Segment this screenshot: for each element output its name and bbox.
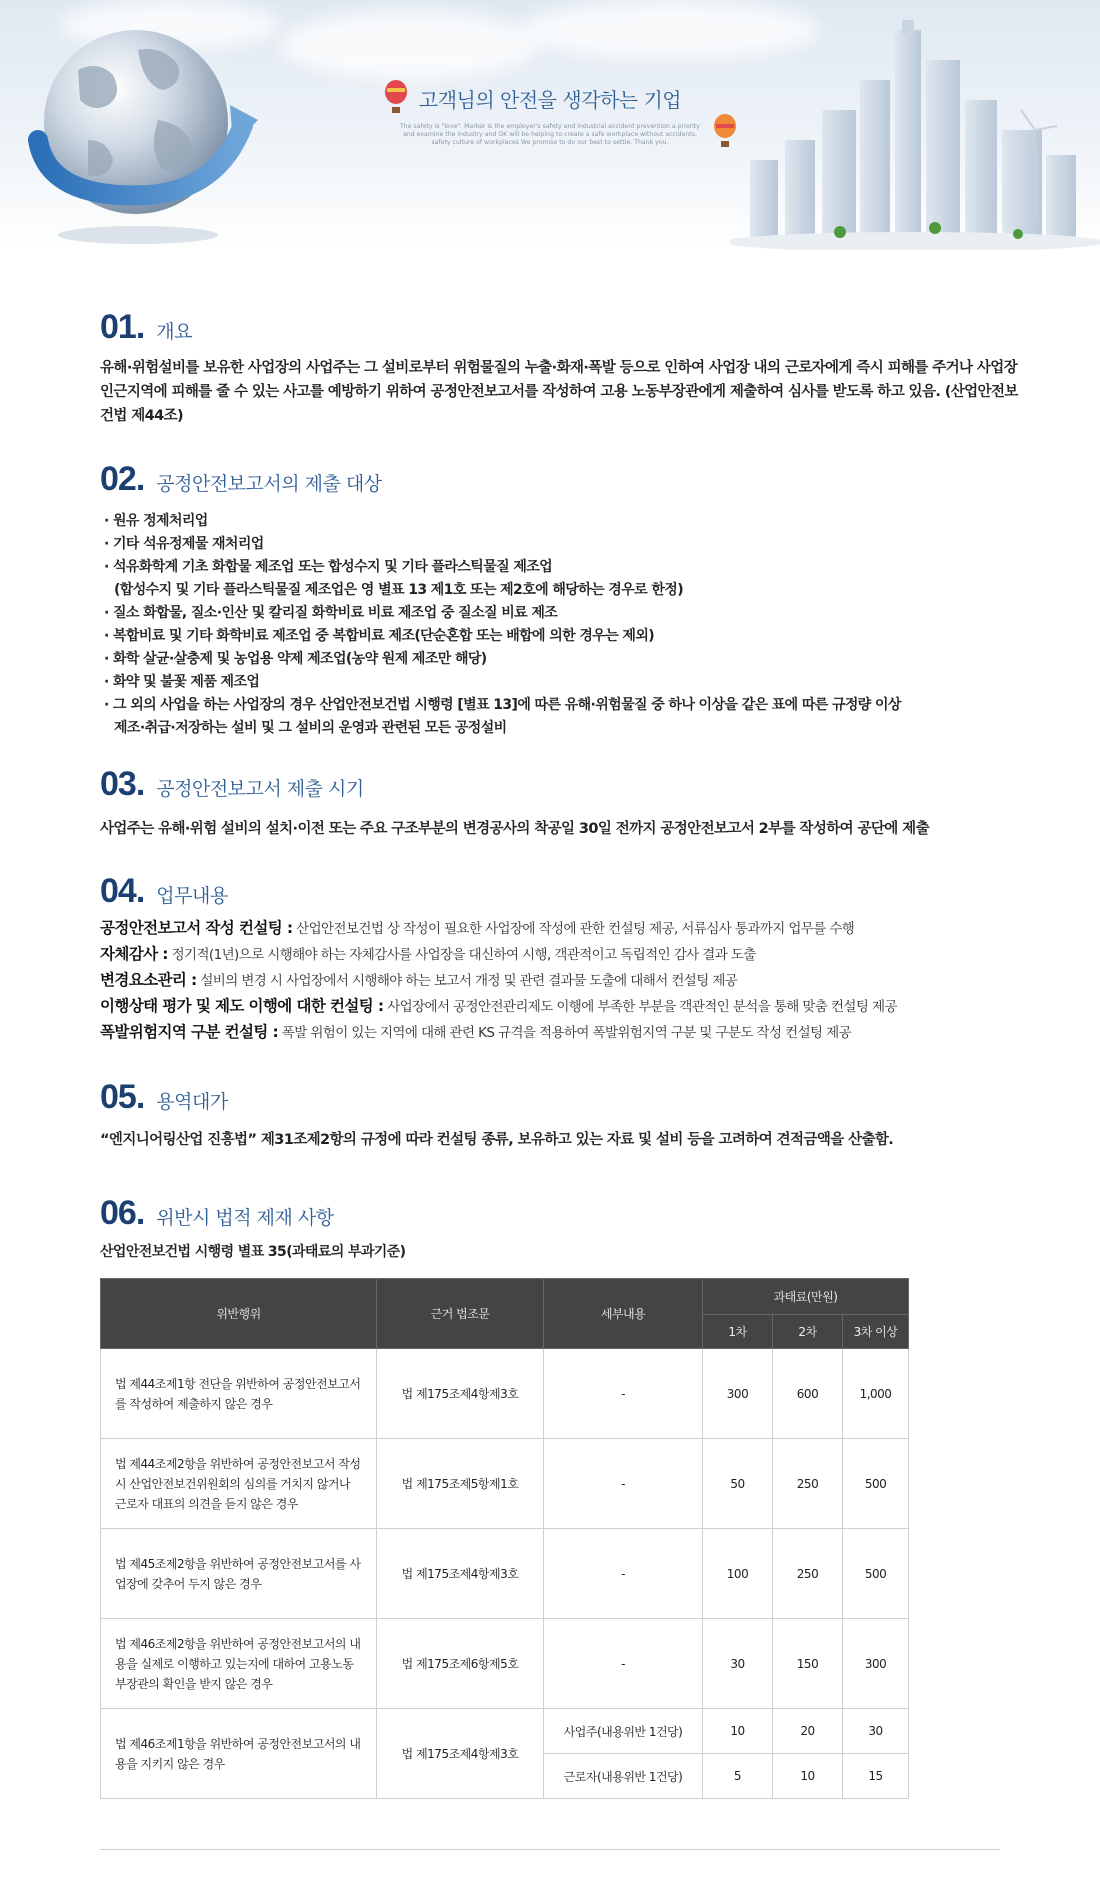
header-law: 근거 법조문 [377,1279,544,1349]
detail-cell: - [544,1349,703,1439]
section-overview [100,308,1020,428]
section-title: 공정안전보고서의 제출 대상 [156,473,382,495]
section-targets [100,460,1020,740]
service-desc: 설비의 변경 시 사업장에서 시행해야 하는 보고서 개정 및 관련 결과물 도출에 대해서 컨설팅 제공 [200,973,738,989]
section-number: 02. [100,460,145,498]
banner-subtitle: The safety is "love". Marker is the employer's safety and industrial accident prevention a priority and examine the industry and OK will be helping to create a safe workplace without accidents, safety culture of workplaces We promise to do our best to settle. Thank you. [400,123,700,146]
service-key: 폭발위험지역 구분 컨설팅 : [100,1023,279,1041]
header-second: 2차 [773,1315,843,1349]
fine-second-cell: 10 [773,1754,843,1799]
fine-first-cell: 30 [703,1619,773,1709]
service-desc: 정기적(1년)으로 시행해야 하는 자체감사를 사업장을 대신하여 시행, 객관적이고 독립적인 감사 결과 도출 [171,947,756,963]
violation-cell: 법 제46조제2항을 위반하여 공정안전보고서의 내용을 실제로 이행하고 있는지에 대하여 고용노동부장관의 확인을 받지 않은 경우 [101,1619,377,1709]
fine-second-cell: 20 [773,1709,843,1754]
service-key: 이행상태 평가 및 제도 이행에 대한 컨설팅 : [100,997,384,1015]
section-title: 위반시 법적 제재 사항 [156,1207,334,1229]
violation-cell: 법 제45조제2항을 위반하여 공정안전보고서를 사업장에 갖추어 두지 않은 경우 [101,1529,377,1619]
list-item: (합성수지 및 기타 플라스틱물질 제조업은 영 별표 13 제1호 또는 제2호에 해당하는 경우로 한정) [114,582,683,598]
law-cell: 법 제175조제4항제3호 [377,1349,544,1439]
list-item: · 석유화학계 기초 화합물 제조업 또는 합성수지 및 기타 플라스틱물질 제조업 [104,559,553,575]
target-list [100,510,1020,740]
list-item: · 화약 및 불꽃 제품 제조업 [104,674,260,690]
service-item [100,1020,1020,1046]
violation-cell: 법 제46조제1항을 위반하여 공정안전보고서의 내용을 지키지 않은 경우 [101,1709,377,1799]
fine-third-cell: 300 [843,1619,909,1709]
header-fine: 과태료(만원) [703,1279,909,1315]
table-row [101,1349,909,1439]
penalties-subtitle: 산업안전보건법 시행령 별표 35(과태료의 부과기준) [100,1244,406,1260]
hero-banner [0,0,1100,250]
table-row [101,1619,909,1709]
service-key: 변경요소관리 : [100,971,197,989]
section-number: 04. [100,872,145,910]
fine-first-cell: 100 [703,1529,773,1619]
section-header [100,872,1020,910]
fine-second-cell: 600 [773,1349,843,1439]
section-header [100,1194,1020,1232]
banner-title: 고객님의 안전을 생각하는 기업 [418,88,682,112]
fine-third-cell: 15 [843,1754,909,1799]
service-list [100,916,1020,1046]
timing-text: 사업주는 유해·위험 설비의 설치·이전 또는 주요 구조부분의 변경공사의 착공일 30일 전까지 공정안전보고서 2부를 작성하여 공단에 제출 [100,821,929,837]
section-title: 개요 [156,321,192,343]
section-header [100,765,1020,803]
cloud-decoration [280,10,540,80]
service-desc: 산업안전보건법 상 작성이 필요한 사업장에 작성에 관한 컨설팅 제공, 서류심사 통과까지 업무를 수행 [296,921,855,937]
list-item: · 기타 석유정제물 재처리업 [104,536,264,552]
detail-cell: - [544,1529,703,1619]
fine-second-cell: 250 [773,1439,843,1529]
law-cell: 법 제175조제6항제5호 [377,1619,544,1709]
penalty-table [100,1278,909,1799]
footer-divider [100,1849,1000,1850]
fine-second-cell: 250 [773,1529,843,1619]
service-desc: 사업장에서 공정안전관리제도 이행에 부족한 부분을 객관적인 분석을 통해 맞춤 컨설팅 제공 [387,999,897,1015]
violation-cell: 법 제44조제2항을 위반하여 공정안전보고서 작성시 산업안전보건위원회의 심의를 거치지 않거나 근로자 대표의 의견을 듣지 않은 경우 [101,1439,377,1529]
section-services [100,872,1020,1046]
fine-first-cell: 50 [703,1439,773,1529]
section-submission-timing [100,765,1020,841]
detail-cell: 근로자(내용위반 1건당) [544,1754,703,1799]
service-item [100,994,1020,1020]
detail-cell: - [544,1619,703,1709]
fine-third-cell: 500 [843,1439,909,1529]
section-header [100,308,1020,346]
service-item [100,968,1020,994]
section-title: 공정안전보고서 제출 시기 [156,778,364,800]
section-header [100,460,1020,498]
header-detail: 세부내용 [544,1279,703,1349]
service-item [100,916,1020,942]
service-key: 자체감사 : [100,945,168,963]
list-item: · 그 외의 사업을 하는 사업장의 경우 산업안전보건법 시행령 [별표 13]에 따른 유해·위험물질 중 하나 이상을 같은 표에 따른 규정량 이상 [104,697,901,713]
list-item: · 질소 화합물, 질소·인산 및 칼리질 화학비료 비료 제조업 중 질소질 비료 제조 [104,605,558,621]
fine-first-cell: 300 [703,1349,773,1439]
section-header [100,1078,1020,1116]
detail-cell: - [544,1439,703,1529]
section-fee [100,1078,1020,1152]
fine-third-cell: 500 [843,1529,909,1619]
section-number: 05. [100,1078,145,1116]
table-row [101,1709,909,1754]
fine-third-cell: 1,000 [843,1349,909,1439]
section-title: 업무내용 [156,885,228,907]
globe-icon [18,10,258,250]
header-first: 1차 [703,1315,773,1349]
list-item: 제조·취급·저장하는 설비 및 그 설비의 운영과 관련된 모든 공정설비 [114,720,507,736]
section-number: 06. [100,1194,145,1232]
section-number: 01. [100,308,145,346]
table-row [101,1439,909,1529]
fine-first-cell: 10 [703,1709,773,1754]
fine-third-cell: 30 [843,1709,909,1754]
table-row [101,1529,909,1619]
header-third: 3차 이상 [843,1315,909,1349]
section-penalties [100,1194,1020,1264]
law-cell: 법 제175조제4항제3호 [377,1709,544,1799]
detail-cell: 사업주(내용위반 1건당) [544,1709,703,1754]
section-number: 03. [100,765,145,803]
list-item: · 복합비료 및 기타 화학비료 제조업 중 복합비료 제조(단순혼합 또는 배합에 의한 경우는 제외) [104,628,655,644]
city-skyline-illustration [730,20,1100,250]
list-item: · 화학 살균·살충제 및 농업용 약제 제조업(농약 원제 제조만 해당) [104,651,487,667]
fee-text: “엔지니어링산업 진흥법” 제31조제2항의 규정에 따라 컨설팅 종류, 보유하고 있는 자료 및 설비 등을 고려하여 견적금액을 산출함. [100,1132,894,1148]
overview-text: 유해·위험설비를 보유한 사업장의 사업주는 그 설비로부터 위험물질의 누출·화재·폭발 등으로 인하여 사업장 내의 근로자에게 즉시 피해를 주거나 사업장 인근지역에 피해를 줄 수 있는 사고를 예방하기 위하여 공정안전보고서를 작성하여 고용 노동부장관에게 제출하여 심사를 받도록 하고 있음. (산업안전보건법 제44조) [100,360,1018,424]
list-item: · 원유 정제처리업 [104,513,208,529]
service-key: 공정안전보고서 작성 컨설팅 : [100,919,293,937]
law-cell: 법 제175조제5항제1호 [377,1439,544,1529]
violation-cell: 법 제44조제1항 전단을 위반하여 공정안전보고서를 작성하여 제출하지 않은 경우 [101,1349,377,1439]
fine-first-cell: 5 [703,1754,773,1799]
service-desc: 폭발 위험이 있는 지역에 대해 관련 KS 규격을 적용하여 폭발위험지역 구분 및 구분도 작성 컨설팅 제공 [281,1025,852,1041]
header-violation: 위반행위 [101,1279,377,1349]
law-cell: 법 제175조제4항제3호 [377,1529,544,1619]
fine-second-cell: 150 [773,1619,843,1709]
banner-tagline [380,84,720,147]
service-item [100,942,1020,968]
section-title: 용역대가 [156,1091,228,1113]
